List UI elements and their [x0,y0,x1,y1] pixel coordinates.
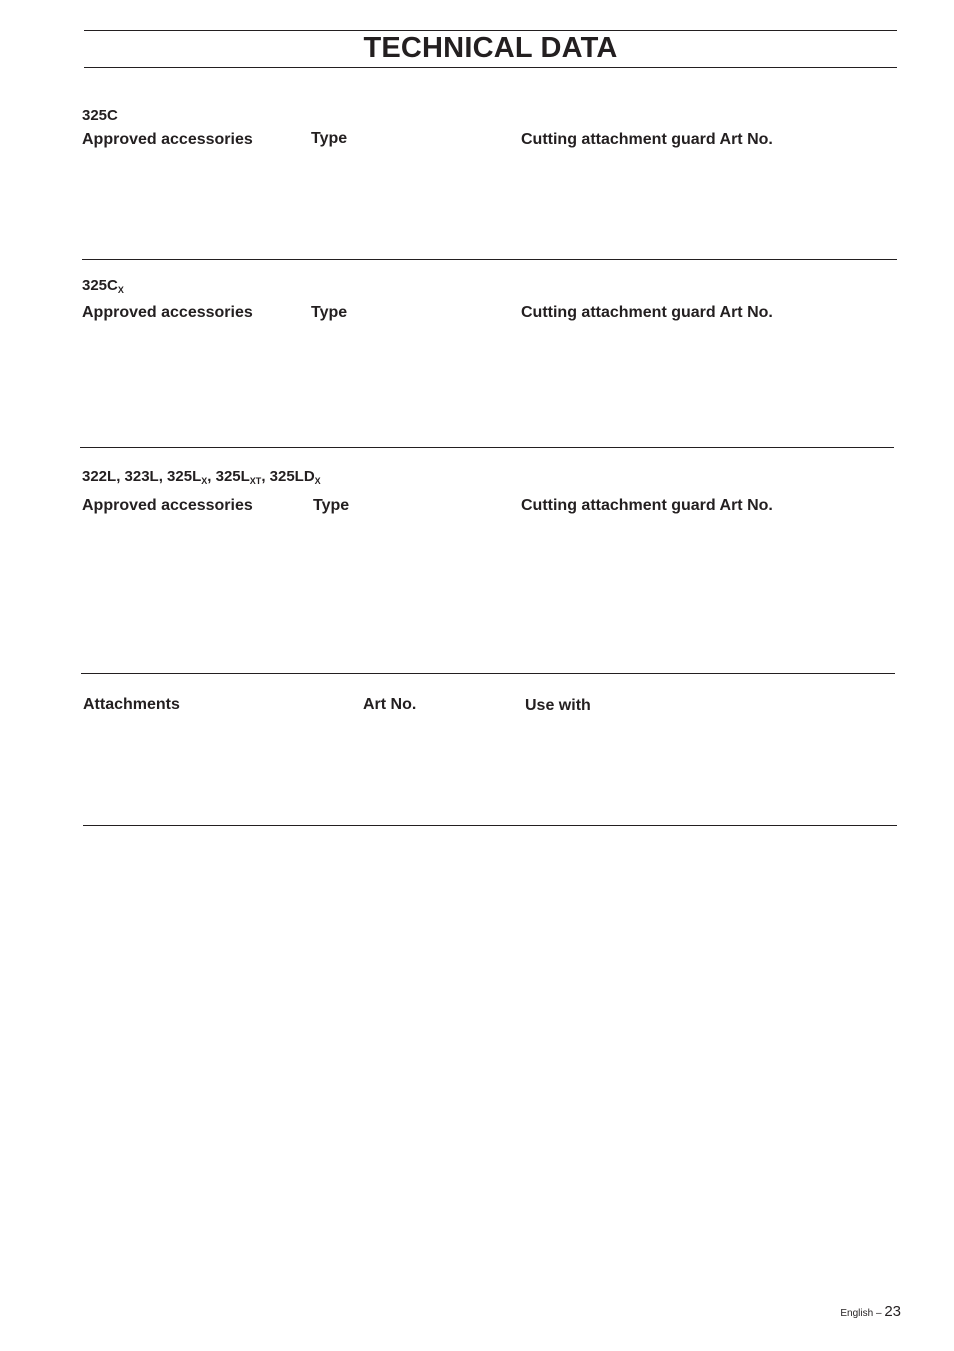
model-subscript: X [117,285,124,295]
section-3-guard-header: Cutting attachment guard Art No. [521,497,773,514]
model-name-part: 325C [82,107,118,124]
section-3-type-header: Type [313,497,350,514]
section-1-divider [82,259,897,260]
page-footer [840,1304,901,1322]
model-name-part: , 325L [207,468,250,485]
section-1-model [82,107,118,125]
section-1-type-header: Type [311,130,348,147]
model-name-part: 325C [82,277,118,294]
section-1-guard-header: Cutting attachment guard Art No. [521,131,773,148]
title-rule-bottom [84,67,897,68]
attachments-header: Attachments [83,696,180,713]
attachments-divider [83,825,897,826]
page-number: 23 [884,1303,901,1320]
model-subscript: XT [249,476,262,486]
section-2-guard-header: Cutting attachment guard Art No. [521,304,773,321]
section-2-model [82,277,124,295]
section-2-approved-accessories-header: Approved accessories [82,304,253,321]
section-2-divider [80,447,894,448]
model-name-part: , 325LD [261,468,315,485]
attachments-use-with-header: Use with [525,697,591,714]
page-title: TECHNICAL DATA [363,32,618,64]
model-name-part: 322L, 323L, 325L [82,468,202,485]
attachments-art-no-header: Art No. [363,696,417,713]
footer-language: English – [840,1308,882,1319]
section-3-approved-accessories-header: Approved accessories [82,497,253,514]
section-1-approved-accessories-header: Approved accessories [82,131,253,148]
section-3-model [82,468,321,486]
model-subscript: X [201,476,208,486]
model-subscript: X [314,476,321,486]
section-3-divider [81,673,895,674]
section-2-type-header: Type [311,304,348,321]
